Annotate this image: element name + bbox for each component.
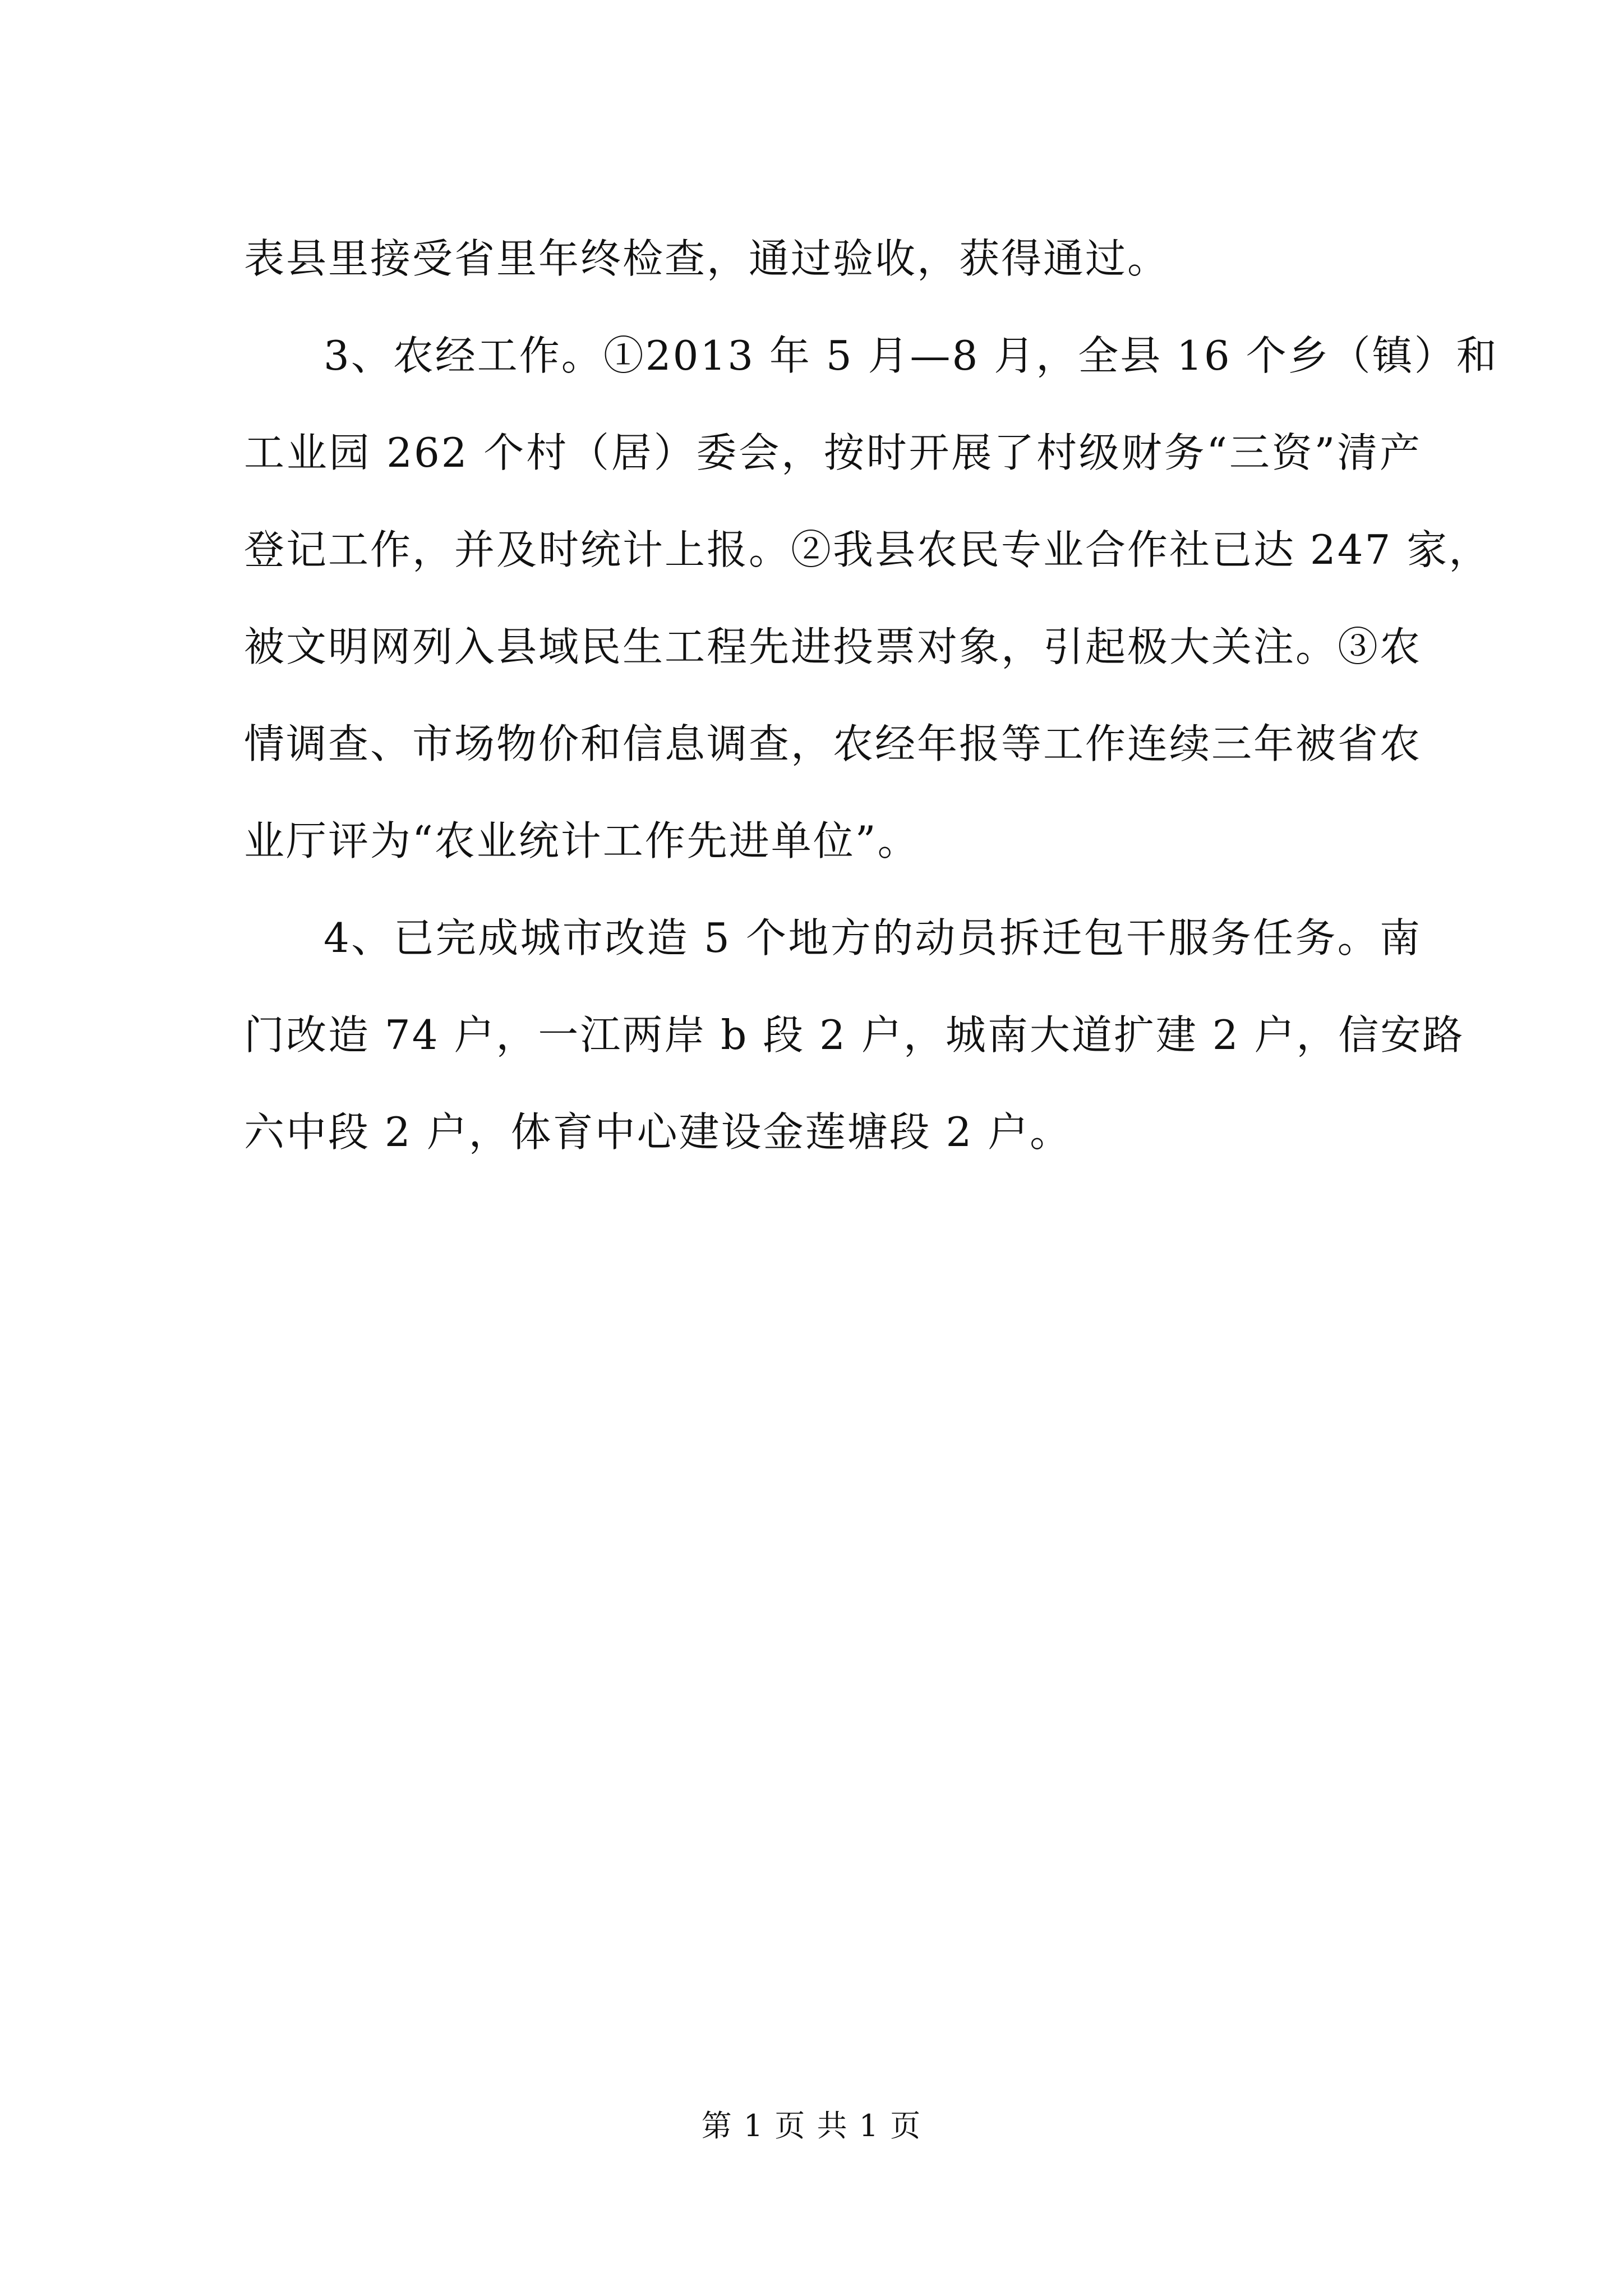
text-line: 工业园 262 个村（居）委会，按时开展了村级财务“三资”清产 xyxy=(244,429,1422,476)
page-footer: 第 1 页 共 1 页 xyxy=(701,2108,922,2143)
text-line: 情调查、市场物价和信息调查，农经年报等工作连续三年被省农 xyxy=(244,720,1422,767)
text-line: 门改造 74 户，一江两岸 b 段 2 户，城南大道扩建 2 户，信安路 xyxy=(244,1011,1465,1059)
text-line: 业厅评为“农业统计工作先进单位”。 xyxy=(244,817,920,864)
document-body xyxy=(244,235,1498,1209)
text-line: 六中段 2 户，体育中心建设金莲塘段 2 户。 xyxy=(244,1108,1072,1156)
text-line: 3、农经工作。①2013 年 5 月—8 月，全县 16 个乡（镇）和 xyxy=(324,332,1498,379)
text-line: 被文明网列入县域民生工程先进投票对象，引起极大关注。③农 xyxy=(244,623,1422,670)
text-line: 4、已完成城市改造 5 个地方的动员拆迁包干服务任务。南 xyxy=(324,914,1422,961)
text-line: 表县里接受省里年终检查，通过验收，获得通过。 xyxy=(244,235,1170,282)
text-line: 登记工作，并及时统计上报。②我县农民专业合作社已达 247 家， xyxy=(244,526,1491,573)
